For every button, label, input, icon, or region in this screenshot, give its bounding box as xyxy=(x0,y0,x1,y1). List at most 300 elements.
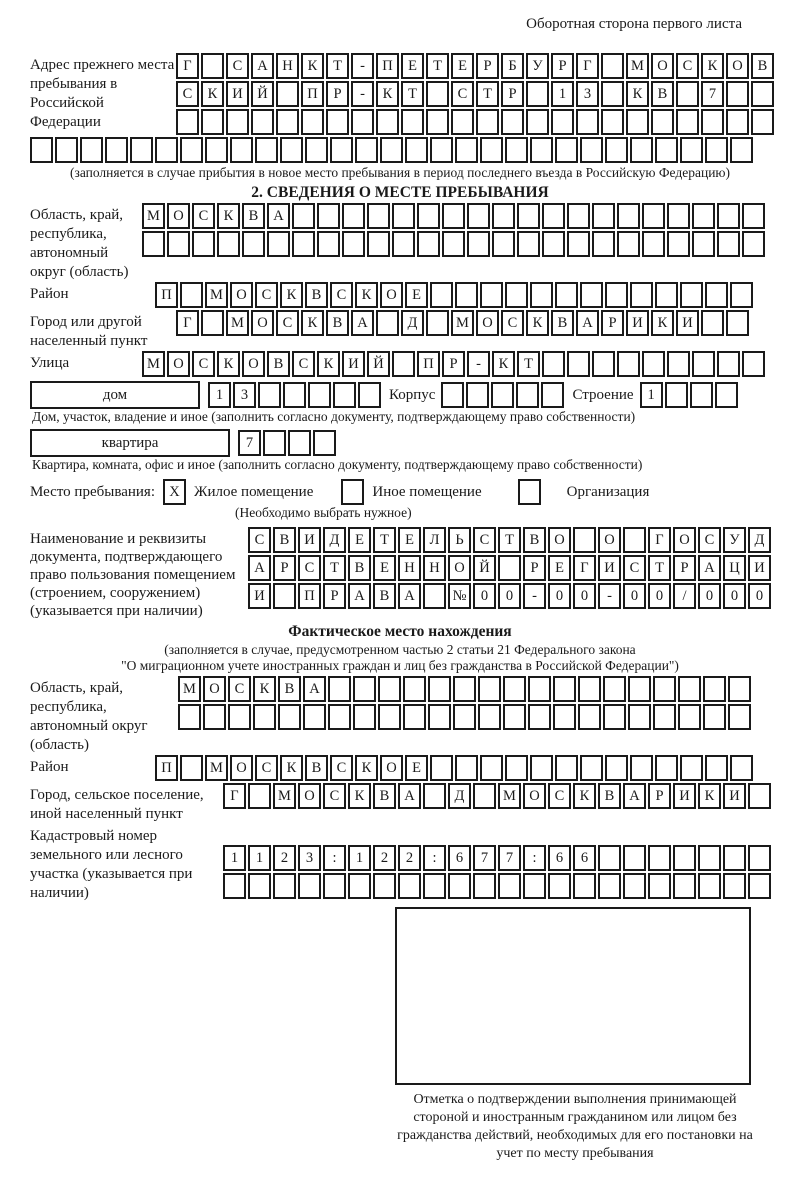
char-box[interactable]: А xyxy=(303,676,326,702)
char-box[interactable] xyxy=(480,137,503,163)
char-box[interactable]: К xyxy=(701,53,724,79)
char-box[interactable]: Й xyxy=(367,351,390,377)
char-box[interactable] xyxy=(301,109,324,135)
char-box[interactable] xyxy=(623,527,646,553)
char-box[interactable] xyxy=(426,81,449,107)
char-box[interactable] xyxy=(492,203,515,229)
char-box[interactable]: 0 xyxy=(573,583,596,609)
char-box[interactable] xyxy=(623,873,646,899)
char-box[interactable] xyxy=(598,873,621,899)
char-box[interactable]: 7 xyxy=(473,845,496,871)
char-box[interactable] xyxy=(553,704,576,730)
char-box[interactable] xyxy=(503,676,526,702)
char-box[interactable] xyxy=(648,845,671,871)
char-box[interactable]: 3 xyxy=(233,382,256,408)
char-box[interactable]: С xyxy=(276,310,299,336)
char-box[interactable] xyxy=(742,203,765,229)
char-box[interactable]: П xyxy=(301,81,324,107)
char-box[interactable] xyxy=(516,382,539,408)
char-box[interactable] xyxy=(642,351,665,377)
char-box[interactable]: В xyxy=(523,527,546,553)
char-box[interactable] xyxy=(705,282,728,308)
char-box[interactable] xyxy=(155,137,178,163)
char-box[interactable] xyxy=(491,382,514,408)
char-box[interactable]: 3 xyxy=(298,845,321,871)
char-box[interactable]: О xyxy=(598,527,621,553)
char-box[interactable] xyxy=(192,231,215,257)
stay-type-checkbox-org[interactable] xyxy=(518,479,541,505)
char-box[interactable] xyxy=(242,231,265,257)
char-box[interactable] xyxy=(555,282,578,308)
char-box[interactable]: О xyxy=(726,53,749,79)
char-box[interactable] xyxy=(326,109,349,135)
char-box[interactable] xyxy=(455,755,478,781)
char-box[interactable] xyxy=(428,704,451,730)
char-box[interactable]: Г xyxy=(176,53,199,79)
char-box[interactable]: С xyxy=(623,555,646,581)
char-box[interactable] xyxy=(267,231,290,257)
char-box[interactable]: 2 xyxy=(273,845,296,871)
char-box[interactable]: Г xyxy=(648,527,671,553)
char-box[interactable]: В xyxy=(242,203,265,229)
char-box[interactable] xyxy=(501,109,524,135)
char-box[interactable]: С xyxy=(473,527,496,553)
char-box[interactable]: 0 xyxy=(548,583,571,609)
char-box[interactable]: Ь xyxy=(448,527,471,553)
char-box[interactable] xyxy=(665,382,688,408)
char-box[interactable]: Е xyxy=(401,53,424,79)
char-box[interactable] xyxy=(313,430,336,456)
char-box[interactable] xyxy=(478,676,501,702)
char-box[interactable]: - xyxy=(351,81,374,107)
char-box[interactable] xyxy=(690,382,713,408)
char-box[interactable] xyxy=(717,203,740,229)
char-box[interactable] xyxy=(667,203,690,229)
char-box[interactable] xyxy=(430,137,453,163)
char-box[interactable]: 7 xyxy=(238,430,261,456)
char-box[interactable] xyxy=(630,755,653,781)
char-box[interactable] xyxy=(376,310,399,336)
char-box[interactable] xyxy=(253,704,276,730)
char-box[interactable]: 1 xyxy=(248,845,271,871)
char-box[interactable]: О xyxy=(298,783,321,809)
char-box[interactable]: А xyxy=(398,583,421,609)
char-box[interactable] xyxy=(380,137,403,163)
char-box[interactable]: 6 xyxy=(448,845,471,871)
char-box[interactable] xyxy=(630,137,653,163)
char-box[interactable] xyxy=(667,231,690,257)
char-box[interactable] xyxy=(628,676,651,702)
char-box[interactable] xyxy=(278,704,301,730)
char-box[interactable] xyxy=(580,282,603,308)
char-box[interactable]: И xyxy=(248,583,271,609)
char-box[interactable]: К xyxy=(217,203,240,229)
char-box[interactable] xyxy=(530,137,553,163)
char-box[interactable]: 3 xyxy=(576,81,599,107)
char-box[interactable]: В xyxy=(348,555,371,581)
char-box[interactable] xyxy=(680,282,703,308)
char-box[interactable] xyxy=(498,873,521,899)
char-box[interactable] xyxy=(598,845,621,871)
char-box[interactable] xyxy=(542,351,565,377)
char-box[interactable]: И xyxy=(226,81,249,107)
char-box[interactable] xyxy=(367,203,390,229)
char-box[interactable]: Е xyxy=(548,555,571,581)
char-box[interactable]: Е xyxy=(398,527,421,553)
char-box[interactable]: К xyxy=(280,282,303,308)
char-box[interactable] xyxy=(548,873,571,899)
char-box[interactable] xyxy=(701,310,724,336)
char-box[interactable] xyxy=(351,109,374,135)
char-box[interactable]: 2 xyxy=(373,845,396,871)
char-box[interactable]: И xyxy=(723,783,746,809)
char-box[interactable]: Д xyxy=(401,310,424,336)
char-box[interactable] xyxy=(392,231,415,257)
char-box[interactable]: И xyxy=(673,783,696,809)
char-box[interactable]: 1 xyxy=(223,845,246,871)
char-box[interactable] xyxy=(748,873,771,899)
char-box[interactable] xyxy=(580,137,603,163)
char-box[interactable] xyxy=(453,704,476,730)
char-box[interactable] xyxy=(276,109,299,135)
char-box[interactable] xyxy=(455,137,478,163)
char-box[interactable] xyxy=(567,351,590,377)
char-box[interactable]: Е xyxy=(405,282,428,308)
char-box[interactable] xyxy=(328,676,351,702)
char-box[interactable]: М xyxy=(205,282,228,308)
char-box[interactable] xyxy=(130,137,153,163)
char-box[interactable]: У xyxy=(526,53,549,79)
char-box[interactable]: Р xyxy=(648,783,671,809)
char-box[interactable] xyxy=(305,137,328,163)
char-box[interactable] xyxy=(430,755,453,781)
stay-type-checkbox-zhiloe[interactable]: X xyxy=(163,479,186,505)
char-box[interactable] xyxy=(230,137,253,163)
char-box[interactable] xyxy=(255,137,278,163)
char-box[interactable]: С xyxy=(228,676,251,702)
char-box[interactable]: П xyxy=(155,282,178,308)
char-box[interactable] xyxy=(528,676,551,702)
char-box[interactable]: О xyxy=(230,755,253,781)
char-box[interactable] xyxy=(523,873,546,899)
char-box[interactable] xyxy=(692,203,715,229)
char-box[interactable] xyxy=(555,137,578,163)
char-box[interactable] xyxy=(342,203,365,229)
char-box[interactable] xyxy=(605,282,628,308)
char-box[interactable] xyxy=(603,704,626,730)
char-box[interactable]: Р xyxy=(323,583,346,609)
char-box[interactable]: Д xyxy=(748,527,771,553)
char-box[interactable]: К xyxy=(317,351,340,377)
char-box[interactable]: 0 xyxy=(473,583,496,609)
char-box[interactable] xyxy=(248,873,271,899)
char-box[interactable] xyxy=(478,704,501,730)
char-box[interactable]: 1 xyxy=(640,382,663,408)
char-box[interactable] xyxy=(717,351,740,377)
char-box[interactable] xyxy=(601,81,624,107)
char-box[interactable] xyxy=(698,873,721,899)
char-box[interactable]: Й xyxy=(473,555,496,581)
house-type-box[interactable]: дом xyxy=(30,381,200,409)
char-box[interactable] xyxy=(288,430,311,456)
char-box[interactable] xyxy=(678,676,701,702)
char-box[interactable]: Г xyxy=(576,53,599,79)
char-box[interactable]: К xyxy=(573,783,596,809)
char-box[interactable] xyxy=(567,231,590,257)
char-box[interactable]: Г xyxy=(573,555,596,581)
char-box[interactable]: К xyxy=(301,53,324,79)
char-box[interactable] xyxy=(217,231,240,257)
char-box[interactable]: А xyxy=(351,310,374,336)
char-box[interactable]: С xyxy=(255,755,278,781)
char-box[interactable] xyxy=(180,137,203,163)
char-box[interactable]: Д xyxy=(323,527,346,553)
char-box[interactable] xyxy=(626,109,649,135)
char-box[interactable] xyxy=(467,231,490,257)
char-box[interactable] xyxy=(655,282,678,308)
char-box[interactable]: О xyxy=(548,527,571,553)
char-box[interactable] xyxy=(723,873,746,899)
char-box[interactable] xyxy=(542,231,565,257)
char-box[interactable]: К xyxy=(348,783,371,809)
char-box[interactable]: С xyxy=(330,282,353,308)
char-box[interactable] xyxy=(353,704,376,730)
char-box[interactable] xyxy=(55,137,78,163)
char-box[interactable]: Д xyxy=(448,783,471,809)
char-box[interactable]: / xyxy=(673,583,696,609)
char-box[interactable]: Т xyxy=(648,555,671,581)
char-box[interactable] xyxy=(553,676,576,702)
char-box[interactable] xyxy=(441,382,464,408)
char-box[interactable]: Р xyxy=(601,310,624,336)
char-box[interactable]: В xyxy=(273,527,296,553)
char-box[interactable] xyxy=(680,137,703,163)
char-box[interactable]: В xyxy=(267,351,290,377)
char-box[interactable] xyxy=(453,676,476,702)
char-box[interactable] xyxy=(226,109,249,135)
char-box[interactable]: 0 xyxy=(648,583,671,609)
char-box[interactable] xyxy=(467,203,490,229)
char-box[interactable] xyxy=(705,137,728,163)
char-box[interactable]: Т xyxy=(373,527,396,553)
char-box[interactable] xyxy=(201,109,224,135)
char-box[interactable] xyxy=(426,109,449,135)
char-box[interactable] xyxy=(573,527,596,553)
char-box[interactable]: С xyxy=(451,81,474,107)
char-box[interactable]: В xyxy=(751,53,774,79)
char-box[interactable]: К xyxy=(376,81,399,107)
char-box[interactable]: 1 xyxy=(348,845,371,871)
char-box[interactable]: О xyxy=(380,755,403,781)
char-box[interactable]: К xyxy=(526,310,549,336)
char-box[interactable]: Г xyxy=(223,783,246,809)
char-box[interactable] xyxy=(480,755,503,781)
char-box[interactable]: В xyxy=(326,310,349,336)
char-box[interactable]: А xyxy=(348,583,371,609)
char-box[interactable]: В xyxy=(373,583,396,609)
char-box[interactable] xyxy=(423,583,446,609)
char-box[interactable] xyxy=(726,81,749,107)
char-box[interactable] xyxy=(723,845,746,871)
char-box[interactable] xyxy=(617,231,640,257)
char-box[interactable] xyxy=(703,676,726,702)
char-box[interactable]: 7 xyxy=(498,845,521,871)
char-box[interactable] xyxy=(703,704,726,730)
char-box[interactable]: О xyxy=(230,282,253,308)
char-box[interactable] xyxy=(526,81,549,107)
char-box[interactable] xyxy=(330,137,353,163)
char-box[interactable]: - xyxy=(523,583,546,609)
char-box[interactable] xyxy=(401,109,424,135)
char-box[interactable] xyxy=(628,704,651,730)
char-box[interactable]: Р xyxy=(551,53,574,79)
char-box[interactable]: С xyxy=(255,282,278,308)
char-box[interactable]: Т xyxy=(323,555,346,581)
char-box[interactable] xyxy=(201,310,224,336)
char-box[interactable] xyxy=(601,53,624,79)
char-box[interactable] xyxy=(492,231,515,257)
char-box[interactable]: Р xyxy=(273,555,296,581)
char-box[interactable] xyxy=(751,81,774,107)
char-box[interactable]: 0 xyxy=(498,583,521,609)
char-box[interactable]: Е xyxy=(373,555,396,581)
char-box[interactable]: И xyxy=(598,555,621,581)
char-box[interactable] xyxy=(573,873,596,899)
char-box[interactable]: В xyxy=(278,676,301,702)
char-box[interactable]: Т xyxy=(498,527,521,553)
char-box[interactable]: А xyxy=(398,783,421,809)
char-box[interactable] xyxy=(676,109,699,135)
char-box[interactable] xyxy=(748,845,771,871)
char-box[interactable]: Т xyxy=(326,53,349,79)
char-box[interactable]: С xyxy=(330,755,353,781)
char-box[interactable] xyxy=(442,231,465,257)
char-box[interactable] xyxy=(601,109,624,135)
char-box[interactable]: А xyxy=(698,555,721,581)
char-box[interactable]: М xyxy=(226,310,249,336)
char-box[interactable] xyxy=(653,676,676,702)
char-box[interactable] xyxy=(642,231,665,257)
char-box[interactable]: К xyxy=(492,351,515,377)
char-box[interactable] xyxy=(698,845,721,871)
char-box[interactable]: С xyxy=(248,527,271,553)
char-box[interactable] xyxy=(223,873,246,899)
char-box[interactable] xyxy=(541,382,564,408)
char-box[interactable] xyxy=(653,704,676,730)
char-box[interactable]: В xyxy=(598,783,621,809)
char-box[interactable] xyxy=(603,676,626,702)
char-box[interactable] xyxy=(167,231,190,257)
char-box[interactable] xyxy=(692,231,715,257)
char-box[interactable] xyxy=(263,430,286,456)
char-box[interactable]: Р xyxy=(326,81,349,107)
char-box[interactable] xyxy=(617,203,640,229)
char-box[interactable]: С xyxy=(676,53,699,79)
char-box[interactable] xyxy=(355,137,378,163)
char-box[interactable] xyxy=(376,109,399,135)
char-box[interactable] xyxy=(105,137,128,163)
char-box[interactable] xyxy=(517,231,540,257)
char-box[interactable] xyxy=(298,873,321,899)
char-box[interactable]: 7 xyxy=(701,81,724,107)
char-box[interactable] xyxy=(342,231,365,257)
char-box[interactable] xyxy=(180,755,203,781)
char-box[interactable]: О xyxy=(651,53,674,79)
char-box[interactable]: С xyxy=(226,53,249,79)
char-box[interactable]: Р xyxy=(501,81,524,107)
char-box[interactable] xyxy=(592,351,615,377)
char-box[interactable] xyxy=(680,755,703,781)
char-box[interactable]: - xyxy=(467,351,490,377)
char-box[interactable]: Е xyxy=(348,527,371,553)
char-box[interactable] xyxy=(392,351,415,377)
char-box[interactable] xyxy=(448,873,471,899)
char-box[interactable] xyxy=(280,137,303,163)
char-box[interactable]: И xyxy=(676,310,699,336)
char-box[interactable]: К xyxy=(217,351,240,377)
char-box[interactable] xyxy=(728,676,751,702)
char-box[interactable] xyxy=(726,109,749,135)
char-box[interactable]: М xyxy=(626,53,649,79)
char-box[interactable] xyxy=(308,382,331,408)
char-box[interactable] xyxy=(505,755,528,781)
char-box[interactable] xyxy=(276,81,299,107)
char-box[interactable] xyxy=(605,137,628,163)
char-box[interactable] xyxy=(555,755,578,781)
char-box[interactable] xyxy=(526,109,549,135)
char-box[interactable] xyxy=(717,231,740,257)
char-box[interactable] xyxy=(273,873,296,899)
char-box[interactable]: К xyxy=(253,676,276,702)
char-box[interactable]: А xyxy=(576,310,599,336)
char-box[interactable] xyxy=(673,845,696,871)
char-box[interactable]: № xyxy=(448,583,471,609)
char-box[interactable]: А xyxy=(251,53,274,79)
char-box[interactable]: О xyxy=(203,676,226,702)
char-box[interactable]: М xyxy=(178,676,201,702)
char-box[interactable] xyxy=(398,873,421,899)
char-box[interactable] xyxy=(417,203,440,229)
char-box[interactable] xyxy=(367,231,390,257)
char-box[interactable] xyxy=(517,203,540,229)
char-box[interactable]: 1 xyxy=(551,81,574,107)
char-box[interactable]: С xyxy=(192,203,215,229)
char-box[interactable]: - xyxy=(351,53,374,79)
char-box[interactable]: М xyxy=(273,783,296,809)
char-box[interactable]: О xyxy=(448,555,471,581)
char-box[interactable]: Н xyxy=(276,53,299,79)
char-box[interactable]: И xyxy=(748,555,771,581)
char-box[interactable] xyxy=(176,109,199,135)
char-box[interactable]: 0 xyxy=(748,583,771,609)
char-box[interactable]: М xyxy=(498,783,521,809)
char-box[interactable]: С xyxy=(698,527,721,553)
char-box[interactable]: 0 xyxy=(723,583,746,609)
char-box[interactable]: О xyxy=(242,351,265,377)
char-box[interactable]: О xyxy=(673,527,696,553)
char-box[interactable] xyxy=(417,231,440,257)
char-box[interactable]: П xyxy=(155,755,178,781)
char-box[interactable] xyxy=(605,755,628,781)
char-box[interactable]: 1 xyxy=(208,382,231,408)
char-box[interactable] xyxy=(505,282,528,308)
char-box[interactable] xyxy=(480,282,503,308)
char-box[interactable] xyxy=(692,351,715,377)
char-box[interactable]: Л xyxy=(423,527,446,553)
char-box[interactable]: Е xyxy=(405,755,428,781)
char-box[interactable] xyxy=(530,282,553,308)
char-box[interactable] xyxy=(451,109,474,135)
